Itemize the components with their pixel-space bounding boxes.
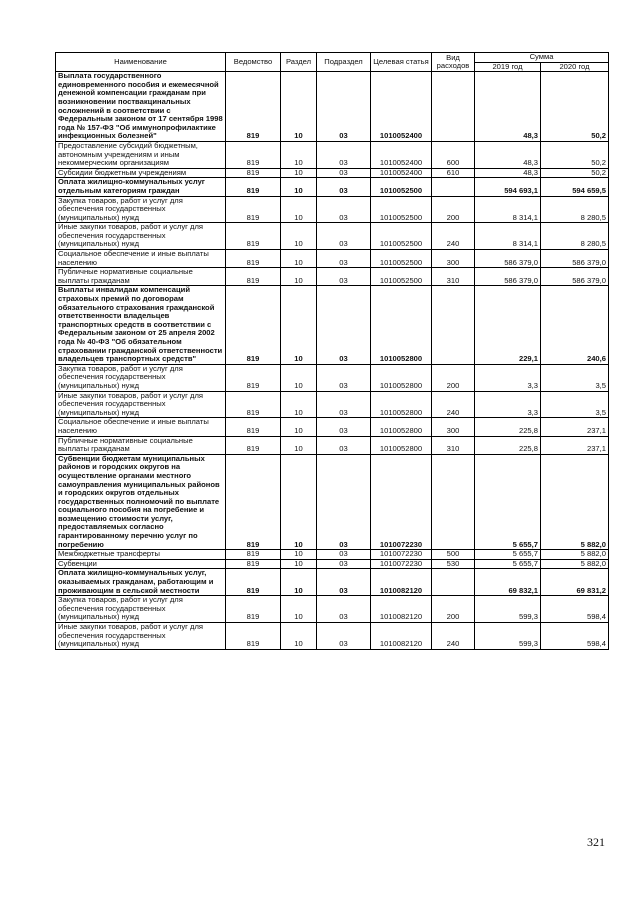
row-sum-2019: 225,8 — [475, 436, 541, 454]
row-subsection: 03 — [317, 436, 371, 454]
table-row — [56, 268, 609, 286]
row-subsection: 03 — [317, 250, 371, 268]
row-expense-type: 300 — [432, 418, 475, 436]
table-row — [56, 569, 609, 596]
row-expense-type: 310 — [432, 436, 475, 454]
row-expense-type: 530 — [432, 559, 475, 569]
row-section: 10 — [281, 596, 317, 623]
row-target: 1010052400 — [371, 72, 432, 142]
row-section: 10 — [281, 72, 317, 142]
row-sum-2020: 586 379,0 — [541, 250, 609, 268]
header-department: Ведомство — [226, 53, 281, 72]
row-name: Публичные нормативные социальные выплаты гражданам — [56, 436, 226, 454]
row-sum-2020: 598,4 — [541, 623, 609, 650]
row-expense-type: 200 — [432, 596, 475, 623]
header-expense-type: Вид расходов — [432, 53, 475, 72]
row-sum-2019: 586 379,0 — [475, 268, 541, 286]
row-sum-2019: 3,3 — [475, 391, 541, 418]
row-sum-2020: 50,2 — [541, 168, 609, 178]
row-subsection: 03 — [317, 569, 371, 596]
row-target: 1010052800 — [371, 418, 432, 436]
row-department: 819 — [226, 250, 281, 268]
row-name: Предоставление субсидий бюджетным, автономным учреждениям и иным некоммерческим организациям — [56, 141, 226, 168]
row-target: 1010072230 — [371, 454, 432, 550]
row-sum-2020: 5 882,0 — [541, 454, 609, 550]
row-target: 1010052800 — [371, 436, 432, 454]
row-sum-2020: 8 280,5 — [541, 223, 609, 250]
row-section: 10 — [281, 286, 317, 364]
table-row — [56, 141, 609, 168]
row-department: 819 — [226, 286, 281, 364]
row-sum-2019: 586 379,0 — [475, 250, 541, 268]
row-sum-2019: 8 314,1 — [475, 196, 541, 223]
row-section: 10 — [281, 418, 317, 436]
table-row — [56, 596, 609, 623]
row-name: Оплата жилищно-коммунальных услуг, оказываемых гражданам, работающим и проживающим в сельской местности — [56, 569, 226, 596]
table-row — [56, 623, 609, 650]
row-name: Субвенции бюджетам муниципальных районов и городских округов на осуществление органами местного самоуправления муниципальных районов и городских округов отдельных государственных полномочий по выплате социального пособия на погребение и возмещению стоимости услуг, предоставляемых согласно гарантированному перечню услуг по погребению — [56, 454, 226, 550]
row-sum-2020: 69 831,2 — [541, 569, 609, 596]
row-name: Закупка товаров, работ и услуг для обеспечения государственных (муниципальных) нужд — [56, 196, 226, 223]
row-sum-2019: 229,1 — [475, 286, 541, 364]
row-subsection: 03 — [317, 550, 371, 560]
row-sum-2020: 50,2 — [541, 141, 609, 168]
table-row — [56, 178, 609, 196]
row-target: 1010082120 — [371, 623, 432, 650]
row-expense-type: 600 — [432, 141, 475, 168]
row-section: 10 — [281, 569, 317, 596]
row-department: 819 — [226, 391, 281, 418]
row-sum-2019: 599,3 — [475, 623, 541, 650]
row-expense-type: 500 — [432, 550, 475, 560]
row-sum-2020: 240,6 — [541, 286, 609, 364]
row-expense-type: 310 — [432, 268, 475, 286]
row-expense-type: 610 — [432, 168, 475, 178]
row-subsection: 03 — [317, 286, 371, 364]
row-sum-2020: 237,1 — [541, 436, 609, 454]
header-sum: Сумма — [475, 53, 609, 63]
header-target: Целевая статья — [371, 53, 432, 72]
row-department: 819 — [226, 72, 281, 142]
row-target: 1010072230 — [371, 550, 432, 560]
row-expense-type — [432, 454, 475, 550]
row-sum-2019: 48,3 — [475, 72, 541, 142]
row-section: 10 — [281, 364, 317, 391]
table-row — [56, 250, 609, 268]
row-department: 819 — [226, 418, 281, 436]
row-name: Закупка товаров, работ и услуг для обеспечения государственных (муниципальных) нужд — [56, 596, 226, 623]
row-name: Межбюджетные трансферты — [56, 550, 226, 560]
row-target: 1010052500 — [371, 196, 432, 223]
row-subsection: 03 — [317, 268, 371, 286]
row-subsection: 03 — [317, 623, 371, 650]
row-name: Выплаты инвалидам компенсаций страховых премий по договорам обязательного страхования гражданской ответственности владельцев транспортных средств в соответствии с Федеральным законом от 25 апреля 2002 года № 40-ФЗ "Об обязательном страховании гражданской ответственности владельцев транспортных средств" — [56, 286, 226, 364]
row-subsection: 03 — [317, 178, 371, 196]
row-section: 10 — [281, 141, 317, 168]
row-sum-2019: 8 314,1 — [475, 223, 541, 250]
row-expense-type — [432, 72, 475, 142]
row-sum-2019: 594 693,1 — [475, 178, 541, 196]
row-department: 819 — [226, 436, 281, 454]
row-department: 819 — [226, 141, 281, 168]
row-subsection: 03 — [317, 364, 371, 391]
row-sum-2020: 3,5 — [541, 364, 609, 391]
row-department: 819 — [226, 623, 281, 650]
row-section: 10 — [281, 391, 317, 418]
row-name: Оплата жилищно-коммунальных услуг отдельным категориям граждан — [56, 178, 226, 196]
row-department: 819 — [226, 196, 281, 223]
row-subsection: 03 — [317, 391, 371, 418]
row-target: 1010052800 — [371, 364, 432, 391]
row-sum-2020: 5 882,0 — [541, 550, 609, 560]
row-department: 819 — [226, 596, 281, 623]
row-sum-2020: 3,5 — [541, 391, 609, 418]
row-name: Закупка товаров, работ и услуг для обеспечения государственных (муниципальных) нужд — [56, 364, 226, 391]
row-department: 819 — [226, 268, 281, 286]
row-department: 819 — [226, 559, 281, 569]
row-target: 1010082120 — [371, 569, 432, 596]
row-name: Публичные нормативные социальные выплаты гражданам — [56, 268, 226, 286]
row-expense-type — [432, 569, 475, 596]
row-sum-2020: 5 882,0 — [541, 559, 609, 569]
row-sum-2019: 5 655,7 — [475, 559, 541, 569]
row-name: Социальное обеспечение и иные выплаты населению — [56, 418, 226, 436]
row-sum-2020: 598,4 — [541, 596, 609, 623]
table-row — [56, 418, 609, 436]
row-section: 10 — [281, 250, 317, 268]
row-sum-2019: 69 832,1 — [475, 569, 541, 596]
row-sum-2020: 8 280,5 — [541, 196, 609, 223]
row-sum-2019: 5 655,7 — [475, 454, 541, 550]
table-row — [56, 550, 609, 560]
header-section: Раздел — [281, 53, 317, 72]
row-subsection: 03 — [317, 418, 371, 436]
row-expense-type: 240 — [432, 623, 475, 650]
row-subsection: 03 — [317, 72, 371, 142]
row-target: 1010052800 — [371, 391, 432, 418]
row-expense-type: 300 — [432, 250, 475, 268]
table-row — [56, 391, 609, 418]
row-department: 819 — [226, 178, 281, 196]
row-section: 10 — [281, 436, 317, 454]
row-expense-type: 200 — [432, 196, 475, 223]
table-row — [56, 436, 609, 454]
row-subsection: 03 — [317, 196, 371, 223]
row-section: 10 — [281, 196, 317, 223]
row-expense-type: 240 — [432, 223, 475, 250]
row-department: 819 — [226, 223, 281, 250]
row-section: 10 — [281, 178, 317, 196]
row-target: 1010052500 — [371, 268, 432, 286]
table-row — [56, 559, 609, 569]
row-name: Субвенции — [56, 559, 226, 569]
table-body — [56, 72, 609, 650]
row-target: 1010052500 — [371, 250, 432, 268]
row-section: 10 — [281, 559, 317, 569]
table-row — [56, 454, 609, 550]
row-subsection: 03 — [317, 559, 371, 569]
budget-table — [55, 52, 609, 650]
page-number: 321 — [587, 835, 605, 849]
row-sum-2019: 48,3 — [475, 141, 541, 168]
row-sum-2020: 237,1 — [541, 418, 609, 436]
row-section: 10 — [281, 268, 317, 286]
header-name: Наименование — [56, 53, 226, 72]
row-subsection: 03 — [317, 596, 371, 623]
header-year-2020: 2020 год — [541, 62, 609, 72]
row-sum-2019: 3,3 — [475, 364, 541, 391]
row-target: 1010072230 — [371, 559, 432, 569]
row-department: 819 — [226, 569, 281, 596]
table-row — [56, 286, 609, 364]
row-name: Субсидии бюджетным учреждениям — [56, 168, 226, 178]
row-sum-2019: 225,8 — [475, 418, 541, 436]
row-sum-2019: 48,3 — [475, 168, 541, 178]
row-expense-type: 200 — [432, 364, 475, 391]
row-target: 1010052500 — [371, 178, 432, 196]
row-section: 10 — [281, 623, 317, 650]
row-subsection: 03 — [317, 223, 371, 250]
row-name: Иные закупки товаров, работ и услуг для обеспечения государственных (муниципальных) нужд — [56, 223, 226, 250]
table-row — [56, 168, 609, 178]
row-department: 819 — [226, 550, 281, 560]
row-target: 1010052400 — [371, 168, 432, 178]
row-subsection: 03 — [317, 141, 371, 168]
row-subsection: 03 — [317, 168, 371, 178]
table-row — [56, 72, 609, 142]
row-name: Иные закупки товаров, работ и услуг для обеспечения государственных (муниципальных) нужд — [56, 623, 226, 650]
row-target: 1010082120 — [371, 596, 432, 623]
header-subsection: Подраздел — [317, 53, 371, 72]
row-name: Иные закупки товаров, работ и услуг для обеспечения государственных (муниципальных) нужд — [56, 391, 226, 418]
row-department: 819 — [226, 364, 281, 391]
row-target: 1010052800 — [371, 286, 432, 364]
row-name: Выплата государственного единовременного пособия и ежемесячной денежной компенсации гражданам при возникновении поствакцинальных осложнений в соответствии с Федеральным законом от 17 сентября 1998 года № 157-ФЗ "Об иммунопрофилактике инфекционных болезней" — [56, 72, 226, 142]
row-expense-type — [432, 178, 475, 196]
row-subsection: 03 — [317, 454, 371, 550]
header-year-2019: 2019 год — [475, 62, 541, 72]
row-target: 1010052400 — [371, 141, 432, 168]
row-department: 819 — [226, 454, 281, 550]
row-section: 10 — [281, 550, 317, 560]
row-section: 10 — [281, 454, 317, 550]
row-department: 819 — [226, 168, 281, 178]
row-sum-2020: 594 659,5 — [541, 178, 609, 196]
table-row — [56, 364, 609, 391]
row-section: 10 — [281, 223, 317, 250]
row-sum-2019: 599,3 — [475, 596, 541, 623]
row-name: Социальное обеспечение и иные выплаты населению — [56, 250, 226, 268]
row-sum-2020: 586 379,0 — [541, 268, 609, 286]
row-expense-type: 240 — [432, 391, 475, 418]
row-sum-2019: 5 655,7 — [475, 550, 541, 560]
row-section: 10 — [281, 168, 317, 178]
row-target: 1010052500 — [371, 223, 432, 250]
row-sum-2020: 50,2 — [541, 72, 609, 142]
row-expense-type — [432, 286, 475, 364]
table-row — [56, 223, 609, 250]
table-row — [56, 196, 609, 223]
